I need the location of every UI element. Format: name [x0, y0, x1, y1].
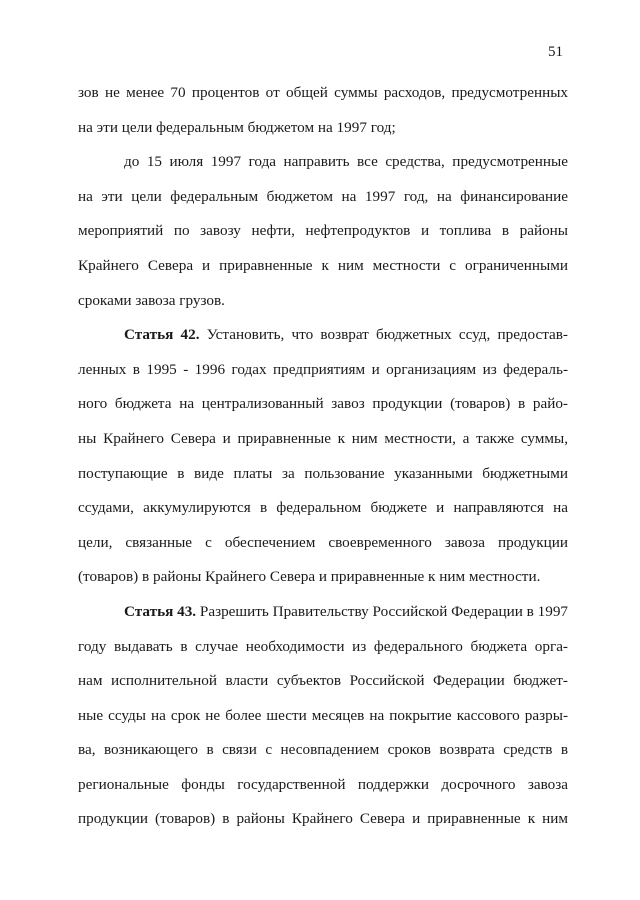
- text-line: [78, 318, 568, 353]
- document-body: [78, 76, 568, 837]
- text-line: до 15 июля 1997 года направить все средства, предусмотренные: [124, 153, 568, 171]
- text-line: региональные фонды государственной поддержки досрочного завоза: [78, 775, 568, 793]
- text-line: (товаров) в районы Крайнего Севера и приравненные к ним местности.: [78, 568, 541, 586]
- text-line: ссудами, аккумулируются в федеральном бюджете и направляются на: [78, 499, 568, 517]
- paragraph-transfer-funds: [78, 145, 568, 318]
- page-number: 51: [548, 44, 563, 60]
- text-line: ны Крайнего Севера и приравненные к ним местности, а также суммы,: [78, 429, 568, 447]
- text-line: сроками завоза грузов.: [78, 291, 225, 309]
- text-line: продукции (товаров) в районы Крайнего Севера и приравненные к ним: [78, 810, 568, 828]
- text-line: [78, 595, 568, 630]
- article-label: Статья 43.: [124, 602, 197, 620]
- article-label: Статья 42.: [124, 326, 200, 344]
- text-line: поступающие в виде платы за пользование указанными бюджетными: [78, 464, 568, 482]
- article-text: Разрешить Правительству Российской Федерации в 1997: [196, 602, 569, 620]
- article-42: [78, 318, 568, 595]
- text-line: Крайнего Севера и приравненные к ним местности с ограниченными: [78, 256, 568, 274]
- article-43: [78, 595, 568, 837]
- text-line: зов не менее 70 процентов от общей суммы расходов, предусмотренных: [78, 84, 568, 101]
- text-line: году выдавать в случае необходимости из федерального бюджета орга-: [78, 637, 568, 655]
- text-line: на эти цели федеральным бюджетом на 1997 год, на финансирование: [78, 187, 568, 205]
- text-line: мероприятий по завозу нефти, нефтепродуктов и топлива в районы: [78, 222, 568, 240]
- text-line: цели, связанные с обеспечением своевременного завоза продукции: [78, 533, 568, 551]
- paragraph-continuation: [78, 76, 568, 145]
- text-line: ные ссуды на срок не более шести месяцев на покрытие кассового разры-: [78, 706, 568, 724]
- text-line: ва, возникающего в связи с несовпадением сроков возврата средств в: [78, 741, 568, 759]
- text-line: ного бюджета на централизованный завоз продукции (товаров) в райо-: [78, 395, 568, 413]
- article-text: Установить, что возврат бюджетных ссуд, предостав-: [199, 326, 568, 344]
- text-line: ленных в 1995 - 1996 годах предприятиям и организациям из федераль-: [78, 360, 568, 378]
- text-line: на эти цели федеральным бюджетом на 1997 год;: [78, 118, 396, 136]
- text-line: нам исполнительной власти субъектов Российской Федерации бюджет-: [78, 672, 568, 690]
